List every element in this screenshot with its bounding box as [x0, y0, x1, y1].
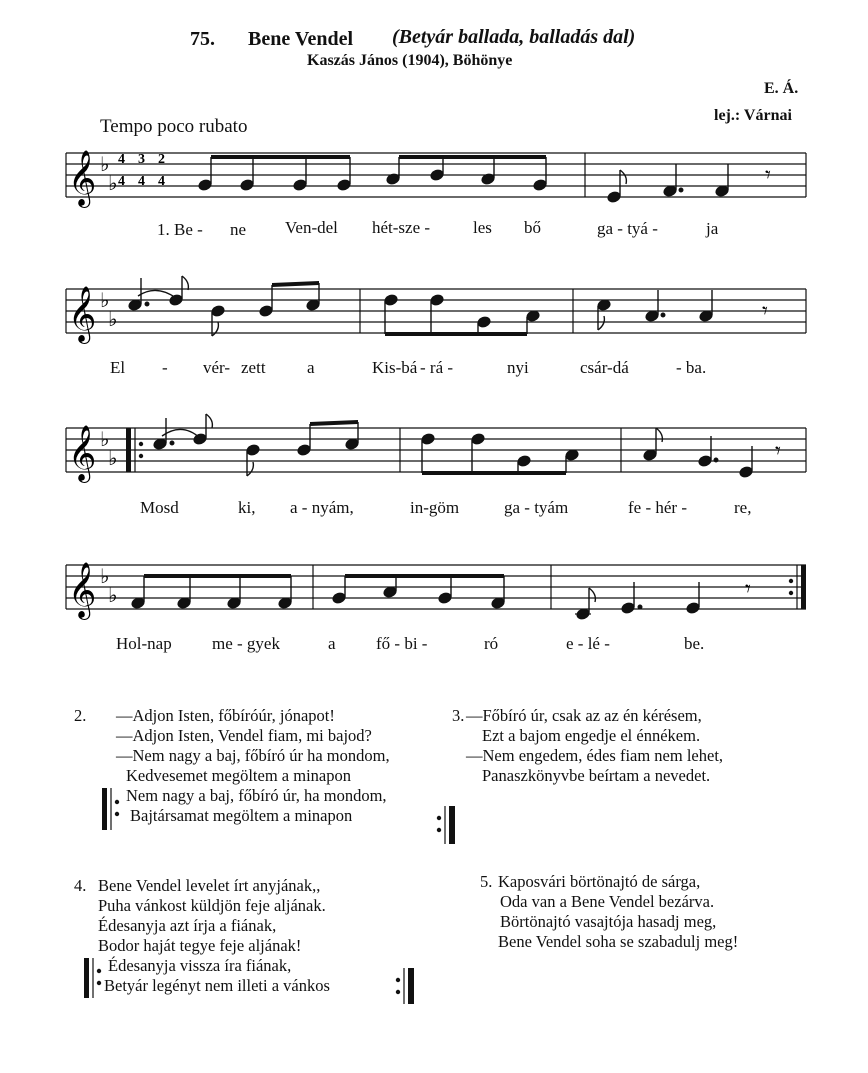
song-source: Kaszás János (1904), Böhönye	[307, 52, 513, 69]
rest-icon: 𝄾	[775, 439, 781, 464]
rest-icon: 𝄾	[762, 299, 768, 324]
treble-clef-icon: 𝄞	[68, 150, 97, 206]
time-signature: 2	[158, 152, 165, 167]
staff-line-3	[0, 420, 868, 490]
treble-clef-icon: 𝄞	[68, 286, 97, 342]
verse-2-number: 2.	[74, 706, 87, 725]
staff-line-2	[0, 280, 868, 350]
svg-text:4: 4	[158, 174, 165, 189]
repeat-start-icon	[84, 958, 108, 1002]
svg-text:4: 4	[118, 174, 125, 189]
song-title: Bene Vendel	[248, 28, 354, 50]
collector-initials: E. Á.	[764, 80, 799, 97]
arranger-credit: lej.: Várnai	[714, 107, 792, 124]
flat-icon: ♭	[108, 446, 118, 470]
time-signature: 3	[138, 152, 145, 167]
song-number: 75.	[190, 28, 215, 50]
repeat-end-icon	[394, 968, 416, 1008]
flat-icon: ♭	[108, 583, 118, 607]
verse-3-number: 3.	[452, 706, 465, 725]
flat-icon: ♭	[100, 152, 110, 176]
repeat-end-icon	[434, 806, 458, 846]
flat-icon: ♭	[108, 307, 118, 331]
verse-4-number: 4.	[74, 876, 87, 895]
staff-line-4	[0, 560, 868, 630]
flat-icon: ♭	[100, 288, 110, 312]
repeat-start-icon	[102, 788, 126, 834]
flat-icon: ♭	[108, 171, 118, 195]
rest-icon: 𝄾	[765, 163, 771, 188]
time-signature: 4	[118, 152, 125, 167]
staff-line-1	[0, 140, 868, 210]
verse-3: —Főbíró úr, csak az az én kérésem, Ezt a bajom engedje el énnékem. —Nem engedem, édes fiam nem lehet, Panaszkönyvbe beírtam a nevedet.	[466, 706, 724, 785]
verse-5: Kaposvári börtönajtó de sárga, Oda van a Bene Vendel bezárva. Börtönajtó vasajtója hasadj meg, Bene Vendel soha se szabadulj meg!	[498, 872, 739, 951]
treble-clef-icon: 𝄞	[68, 425, 97, 481]
treble-clef-icon: 𝄞	[68, 562, 97, 618]
verse-4: Bene Vendel levelet írt anyjának,, Puha vánkost küldjön feje aljának. Édesanyja azt írja a fiának, Bodor haját tegye feje aljának! Édesanyja vissza írа fiának, Betyár legényt nem illeti a vánkos	[98, 876, 330, 995]
rest-icon: 𝄾	[745, 577, 751, 602]
svg-text:4: 4	[138, 174, 145, 189]
tempo-marking: Tempo poco rubato	[100, 116, 248, 137]
song-subtitle: (Betyár ballada, balladás dal)	[392, 26, 636, 48]
verse-5-number: 5.	[480, 872, 493, 891]
verse-2: —Adjon Isten, főbíróúr, jónapot! —Adjon Isten, Vendel fiam, mi bajod? —Nem nagy a baj, főbíró úr ha mondom, Kedvesemet megöltem a minapon Nem nagy a baj, főbíró úr, ha mondom, Bajtársamat megöltem a minapon	[116, 706, 390, 825]
flat-icon: ♭	[100, 427, 110, 451]
flat-icon: ♭	[100, 564, 110, 588]
